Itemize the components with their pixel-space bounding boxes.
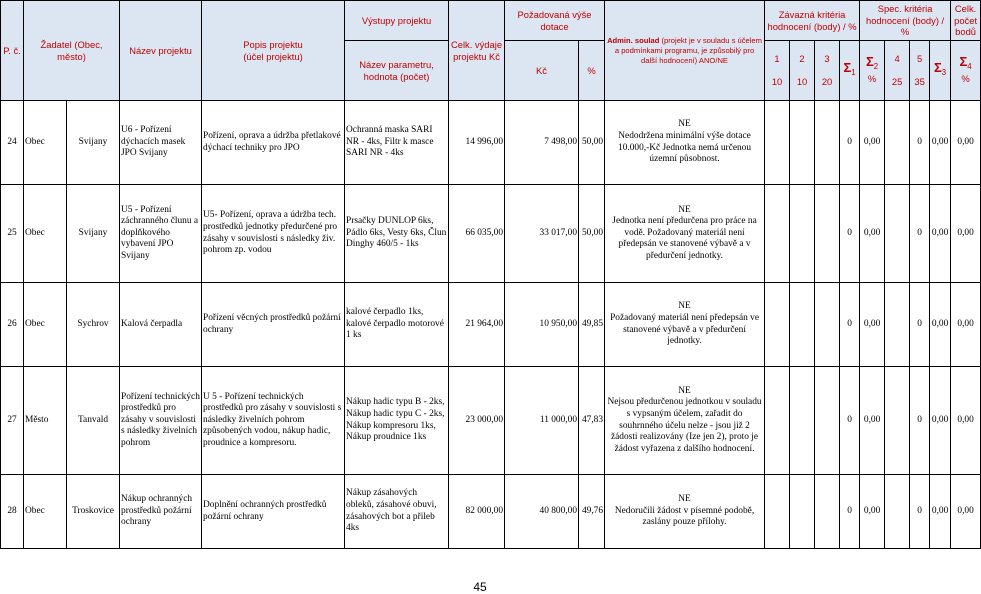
header-pc: P. č.: [1, 1, 24, 101]
row-kc: 33 017,00: [505, 185, 579, 283]
row-sigma-1: 0: [840, 185, 860, 283]
row-sigma-1: 0: [840, 475, 860, 549]
header-vydaje: Celk. výdaje projektu Kč: [449, 1, 505, 101]
row-sigma-3: 0: [910, 283, 930, 367]
row-kc: 11 000,00: [505, 367, 579, 475]
row-crit-2: [790, 283, 815, 367]
row-crit-1: [765, 283, 790, 367]
header-sigma-2: [860, 41, 885, 101]
row-sigma-2: 0,00: [860, 185, 885, 283]
row-sigma-2: 0,00: [860, 367, 885, 475]
header-admin-rest: (projekt je v souladu s účelem a podmínkami programu, je způsobilý pro další hodnocení) ANO/NE: [614, 35, 762, 65]
row-ne: NE: [678, 494, 691, 505]
row-kc: 7 498,00: [505, 101, 579, 185]
row-pct: 47,83: [579, 367, 605, 475]
row-crit-3: [815, 367, 840, 475]
row-obec: Troskovice: [67, 475, 120, 549]
row-typ: Obec: [24, 475, 67, 549]
row-crit-2: [790, 367, 815, 475]
row-vydaje: 82 000,00: [449, 475, 505, 549]
crit-1-max: 10: [771, 76, 783, 88]
table-row: [1, 283, 981, 367]
row-pc: 28: [1, 475, 24, 549]
row-soulad-text: Požadovaný materiál není předepsán ve stanovené výbavě a v předurčení jednotky.: [610, 312, 759, 347]
crit-4-max: 25: [891, 76, 903, 88]
header-popis: [202, 1, 345, 101]
header-popis-sub: (účel projektu): [243, 50, 303, 62]
row-vystupy: Nákup hadic typu B - 2ks, Nákup hadic typu C - 2ks, Nákup kompresoru 1ks, Nákup proudnice 1ks: [345, 367, 449, 475]
row-nazev: U6 - Pořízení dýchacích masek JPO Svijany: [120, 101, 202, 185]
row-crit-4: [885, 367, 910, 475]
row-pc: 26: [1, 283, 24, 367]
row-sigma-3: 0: [910, 101, 930, 185]
row-vystupy: Prsačky DUNLOP 6ks, Pádlo 6ks, Vesty 6ks, Člun Dinghy 460/5 - 1ks: [345, 185, 449, 283]
row-crit-3: [815, 185, 840, 283]
row-pc: 27: [1, 367, 24, 475]
header-zavazna: Závazná kritéria hodnocení (body) / %: [765, 1, 860, 41]
row-sigma-1: 0: [840, 101, 860, 185]
row-typ: Obec: [24, 283, 67, 367]
sigma-2-sub: 2: [873, 62, 879, 72]
header-pozadovana: Požadovaná výše dotace: [505, 1, 605, 41]
row-popis: Doplnění ochranných prostředků požární ochrany: [202, 475, 345, 549]
header-crit-4: [885, 41, 910, 101]
header-kc: Kč: [505, 41, 579, 101]
header-row-1: [1, 1, 981, 41]
header-nazev: Název projektu: [120, 1, 202, 101]
row-nazev: Kalová čerpadla: [120, 283, 202, 367]
row-popis: U 5 - Pořízení technických prostředků pro zásahy v souvislosti s následky živelních pohrom způsobených vodou, nákup hadic, proudnice a kompresoru.: [202, 367, 345, 475]
row-kc: 40 800,00: [505, 475, 579, 549]
row-obec: Svijany: [67, 101, 120, 185]
header-celk: Celk. počet bodů: [951, 1, 981, 41]
crit-2-max: 10: [796, 76, 808, 88]
row-pct: 50,00: [579, 101, 605, 185]
row-total: 0,00: [951, 185, 981, 283]
row-nazev: U5 - Pořízení záchranného člunu a doplňkového vybavení JPO Svijany: [120, 185, 202, 283]
table-row: [1, 101, 981, 185]
row-vystupy: kalové čerpadlo 1ks, kalové čerpadlo motorové 1 ks: [345, 283, 449, 367]
row-popis: U5- Pořízení, oprava a údržba tech. prostředků jednotky předurčené pro zásahy v souvislosti s následky živ. pohrom zp. vodou: [202, 185, 345, 283]
row-crit-1: [765, 367, 790, 475]
row-sigma-2: 0,00: [860, 283, 885, 367]
row-sigma-4: 0,00: [930, 283, 951, 367]
header-crit-1: [765, 41, 790, 101]
row-nazev: Nákup ochranných prostředků požární ochrany: [120, 475, 202, 549]
row-sigma-2: 0,00: [860, 101, 885, 185]
row-obec: Svijany: [67, 185, 120, 283]
row-crit-1: [765, 185, 790, 283]
row-crit-3: [815, 283, 840, 367]
row-soulad: [605, 185, 765, 283]
row-soulad-text: Nedoručili žádost v písemné podobě, zaslány pouze přílohy.: [614, 505, 755, 528]
row-crit-4: [885, 101, 910, 185]
row-typ: Obec: [24, 101, 67, 185]
row-crit-4: [885, 283, 910, 367]
header-pct: %: [579, 41, 605, 101]
row-crit-4: [885, 185, 910, 283]
row-obec: Tanvald: [67, 367, 120, 475]
row-crit-2: [790, 185, 815, 283]
sigma-3-sub: 3: [941, 68, 947, 78]
row-soulad: [605, 283, 765, 367]
header-crit-3: [815, 41, 840, 101]
crit-3-max: 20: [821, 76, 833, 88]
sigma-1-symbol: Σ: [843, 60, 852, 76]
row-sigma-2: 0,00: [860, 475, 885, 549]
row-sigma-3: 0: [910, 185, 930, 283]
row-vydaje: 66 035,00: [449, 185, 505, 283]
crit-3-number: 3: [824, 53, 830, 65]
row-soulad-text: Nedodržena minimální výše dotace 10.000,-Kč Jednotka nemá určenou územní působnost.: [618, 130, 752, 165]
row-ne: NE: [678, 119, 691, 130]
header-spec: Spec. kritéria hodnocení (body) / %: [860, 1, 951, 41]
row-soulad: [605, 475, 765, 549]
row-pct: 49,85: [579, 283, 605, 367]
row-sigma-1: 0: [840, 283, 860, 367]
row-vydaje: 14 996,00: [449, 101, 505, 185]
row-crit-3: [815, 101, 840, 185]
row-crit-1: [765, 101, 790, 185]
crit-4-number: 4: [894, 53, 900, 65]
row-sigma-3: 0: [910, 475, 930, 549]
sigma-4-pct: %: [961, 72, 970, 84]
crit-2-number: 2: [799, 53, 805, 65]
header-vystupy-sub: Název parametru, hodnota (počet): [345, 41, 449, 101]
sigma-4-symbol: Σ: [959, 54, 968, 70]
crit-1-number: 1: [774, 53, 780, 65]
row-vydaje: 21 964,00: [449, 283, 505, 367]
row-sigma-1: 0: [840, 367, 860, 475]
row-kc: 10 950,00: [505, 283, 579, 367]
row-total: 0,00: [951, 367, 981, 475]
row-sigma-4: 0,00: [930, 101, 951, 185]
sigma-2-pct: %: [867, 72, 877, 84]
table-row: [1, 475, 981, 549]
sigma-4-sub: 4: [967, 62, 972, 72]
row-pc: 24: [1, 101, 24, 185]
row-popis: Pořízení, oprava a údržba přetlakové dýchací techniky pro JPO: [202, 101, 345, 185]
row-sigma-4: 0,00: [930, 367, 951, 475]
header-zadatel: Žadatel (Obec, město): [24, 1, 120, 101]
row-crit-2: [790, 475, 815, 549]
row-sigma-4: 0,00: [930, 475, 951, 549]
row-typ: Město: [24, 367, 67, 475]
sigma-1-sub: 1: [851, 68, 856, 78]
row-soulad-text: Jednotka není předurčena pro práce na vodě. Požadovaný materiál není předepsán ve stanovené výbavě a v předurčení jednotky.: [612, 216, 757, 261]
row-total: 0,00: [951, 283, 981, 367]
row-vystupy: Ochranná maska SARI NR - 4ks, Filtr k masce SARI NR - 4ks: [345, 101, 449, 185]
row-sigma-4: 0,00: [930, 185, 951, 283]
header-sigma-4: [951, 41, 981, 101]
row-ne: NE: [678, 385, 691, 396]
row-ne: NE: [678, 204, 691, 215]
header-vystupy: Výstupy projektu: [345, 1, 449, 41]
row-total: 0,00: [951, 475, 981, 549]
row-ne: NE: [678, 301, 691, 312]
row-crit-1: [765, 475, 790, 549]
sigma-2-symbol: Σ: [865, 54, 874, 70]
row-soulad: [605, 101, 765, 185]
header-sigma-3: [930, 41, 951, 101]
table-row: [1, 185, 981, 283]
row-soulad-text: Nejsou předurčenou jednotkou v souladu s vypsaným účelem, zařadit do souhrnného účelu nelze - jsou již 2 žádosti realizovány (Ize jen 2), proto je žádost vyřazena z dalšího hodnocení.: [607, 397, 762, 454]
row-obec: Sychrov: [67, 283, 120, 367]
row-pc: 25: [1, 185, 24, 283]
row-pct: 50,00: [579, 185, 605, 283]
row-total: 0,00: [951, 101, 981, 185]
row-typ: Obec: [24, 185, 67, 283]
header-admin-bold: Admin. soulad: [607, 35, 660, 45]
row-crit-3: [815, 475, 840, 549]
page-number: 45: [473, 580, 487, 594]
row-popis: Pořízení věcných prostředků požární ochrany: [202, 283, 345, 367]
row-vydaje: 23 000,00: [449, 367, 505, 475]
row-soulad: [605, 367, 765, 475]
crit-5-max: 35: [914, 76, 925, 88]
row-crit-4: [885, 475, 910, 549]
table-row: [1, 367, 981, 475]
row-vystupy: Nákup zásahových obleků, zásahové obuvi, zásahových bot a přileb 4ks: [345, 475, 449, 549]
header-crit-5: [910, 41, 930, 101]
row-nazev: Pořízení technických prostředků pro zásahy v souvislosti s následky živelních pohrom: [120, 367, 202, 475]
row-sigma-3: 0: [910, 367, 930, 475]
header-admin: [605, 1, 765, 101]
header-popis-title: Popis projektu: [243, 38, 303, 50]
row-crit-2: [790, 101, 815, 185]
header-crit-2: [790, 41, 815, 101]
row-pct: 49,76: [579, 475, 605, 549]
sigma-3-symbol: Σ: [933, 60, 942, 76]
crit-5-number: 5: [916, 53, 923, 65]
header-sigma-1: [840, 41, 860, 101]
